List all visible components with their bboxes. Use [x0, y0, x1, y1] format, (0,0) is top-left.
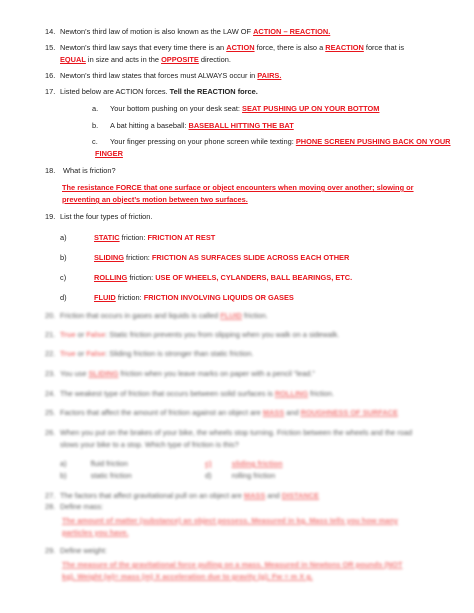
- question-19: [45, 212, 153, 222]
- q22-number: 22.: [45, 349, 56, 358]
- q15-text-1: Newton’s third law says that every time there is an: [60, 43, 227, 52]
- q14-text: Newton’s third law of motion is also known as the LAW OF: [60, 27, 254, 36]
- q18-answer-line-1: The resistance FORCE that one surface or object encounters when moving over another; slowing or: [62, 183, 414, 192]
- q29-answer-line-2: kg). Weight (w)= mass (m) X acceleration due to gravity (g); Fw = m X g.: [62, 572, 313, 581]
- q25-answer-roughness: ROUGHNESS OF SURFACE: [300, 408, 398, 417]
- question-28: [45, 502, 104, 512]
- q17-item-a-answer: SEAT PUSHING UP ON YOUR BOTTOM: [242, 104, 380, 113]
- question-26: [45, 428, 413, 438]
- question-22: [45, 349, 254, 359]
- question-15-cont: [60, 55, 231, 65]
- q26-option-a-text: fluid friction: [90, 459, 129, 468]
- q18-answer-line-2: preventing an object’s motion between two surfaces.: [62, 195, 248, 204]
- q15-text-5: direction.: [198, 55, 231, 64]
- q19-item-a-type: STATIC: [94, 233, 120, 242]
- q25-number: 25.: [45, 408, 56, 417]
- q19-item-b-label: friction:: [123, 253, 152, 262]
- question-24: [45, 389, 334, 399]
- q23-text-2: friction when you leave marks on paper with a pencil “lead.”: [118, 369, 315, 378]
- q19-item-d-desc: FRICTION INVOLVING LIQUIDS OR GASES: [143, 293, 294, 302]
- q17-item-a-letter: a.: [92, 104, 99, 113]
- q15-text-3: force that is: [363, 43, 405, 52]
- q26-option-d-text: rolling friction: [231, 471, 276, 480]
- q24-text-2: friction.: [308, 389, 334, 398]
- q26-line-2: slows your bike to a stop. Which type of friction is this?: [60, 440, 239, 449]
- q28-number: 28.: [45, 502, 56, 511]
- q19-item-b-desc: FRICTION AS SURFACES SLIDE ACROSS EACH OTHER: [151, 253, 350, 262]
- q17-item-b: [92, 121, 294, 131]
- q19-item-d-label: friction:: [115, 293, 144, 302]
- q22-text: : Sliding friction is stronger than static friction.: [105, 349, 254, 358]
- question-23: [45, 369, 315, 379]
- question-16: [45, 71, 282, 81]
- q19-item-b: [60, 253, 349, 263]
- q26-option-c-text: sliding friction: [231, 459, 283, 468]
- q27-text-1: The factors that affect gravitational pull on an object are: [60, 491, 244, 500]
- q26-option-d: [205, 471, 275, 481]
- q19-item-a-letter: a): [60, 233, 67, 242]
- q28-answer-line-2: particles you have.: [62, 528, 129, 537]
- question-15: [45, 43, 405, 53]
- q19-item-d-letter: d): [60, 293, 67, 302]
- q27-number: 27.: [45, 491, 56, 500]
- q27-text-2: and: [265, 491, 282, 500]
- q26-option-c: [205, 459, 283, 469]
- question-17: [45, 87, 258, 97]
- q16-text: Newton’s third law states that forces must ALWAYS occur in: [60, 71, 258, 80]
- q17-item-c: [92, 137, 451, 147]
- question-21: [45, 330, 340, 340]
- q19-item-c-type: ROLLING: [94, 273, 128, 282]
- q19-item-a: [60, 233, 215, 243]
- q15-text-4: in size and acts in the: [85, 55, 162, 64]
- q17-item-c-answer: PHONE SCREEN PUSHING BACK ON YOUR: [295, 137, 451, 146]
- q17-item-b-prompt: A bat hitting a baseball:: [110, 121, 189, 130]
- q20-answer: FLUID: [220, 311, 242, 320]
- q23-answer: SLIDING: [88, 369, 119, 378]
- q23-text-1: You use: [60, 369, 89, 378]
- q24-number: 24.: [45, 389, 56, 398]
- question-27: [45, 491, 319, 501]
- q19-item-a-label: friction:: [119, 233, 148, 242]
- question-20: [45, 311, 268, 321]
- q24-answer: ROLLING: [274, 389, 309, 398]
- q16-number: 16.: [45, 71, 56, 80]
- q15-text-2: force, there is also a: [254, 43, 326, 52]
- q17-bold-text: Tell the REACTION force.: [169, 87, 258, 96]
- q18-number: 18.: [45, 166, 56, 175]
- q17-item-c-answer-cont: FINGER: [95, 149, 123, 158]
- q19-item-c-label: friction:: [127, 273, 156, 282]
- q17-item-c-letter: c.: [92, 137, 98, 146]
- q20-text-2: friction.: [241, 311, 268, 320]
- q17-item-b-answer: BASEBALL HITTING THE BAT: [188, 121, 294, 130]
- q21-number: 21.: [45, 330, 56, 339]
- q17-text: Listed below are ACTION forces.: [60, 87, 170, 96]
- q15-number: 15.: [45, 43, 56, 52]
- q28-answer-line-1: The amount of matter (substance) an object possess. Measured in kg. Mass tells you how many: [62, 516, 398, 525]
- q27-answer-mass: MASS: [243, 491, 266, 500]
- q29-text: Define weight:: [60, 546, 107, 555]
- q26-option-a: [60, 459, 128, 469]
- q19-text: List the four types of friction.: [60, 212, 153, 221]
- q21-true: True: [60, 330, 76, 339]
- q18-text: What is friction?: [63, 166, 116, 175]
- q17-item-c-cont: [95, 149, 123, 159]
- q19-item-a-desc: FRICTION AT REST: [147, 233, 216, 242]
- q25-text-1: Factors that affect the amount of friction against an object are: [60, 408, 263, 417]
- q19-number: 19.: [45, 212, 56, 221]
- q15-answer-action: ACTION: [226, 43, 255, 52]
- q28-text: Define mass:: [60, 502, 104, 511]
- q16-answer: PAIRS.: [257, 71, 282, 80]
- q17-item-a-prompt: Your bottom pushing on your desk seat:: [110, 104, 243, 113]
- q22-true: True: [60, 349, 76, 358]
- q17-item-b-letter: b.: [92, 121, 99, 130]
- q14-answer: ACTION – REACTION.: [253, 27, 331, 36]
- question-25: [45, 408, 398, 418]
- q24-text-1: The weakest type of friction that occurs between solid surfaces is: [60, 389, 275, 398]
- q19-item-c-letter: c): [60, 273, 67, 282]
- q21-or: or: [75, 330, 87, 339]
- q26-option-c-letter: c): [205, 459, 212, 468]
- q19-item-c-desc: USE OF WHEELS, CYLANDERS, BALL BEARINGS, ETC.: [155, 273, 353, 282]
- q25-text-2: and: [284, 408, 301, 417]
- q26-option-d-letter: d): [205, 471, 212, 480]
- question-29: [45, 546, 107, 556]
- q17-item-a: [92, 104, 380, 114]
- q26-option-b-text: static friction: [90, 471, 132, 480]
- q21-text: : Static friction prevents you from slipping when you walk on a sidewalk.: [105, 330, 340, 339]
- q15-answer-opposite: OPPOSITE: [161, 55, 199, 64]
- q15-answer-reaction: REACTION: [325, 43, 364, 52]
- question-14: [45, 27, 331, 37]
- q21-false: False: [86, 330, 106, 339]
- q17-number: 17.: [45, 87, 56, 96]
- q17-item-c-prompt: Your finger pressing on your phone screen while texting:: [110, 137, 296, 146]
- q20-number: 20.: [45, 311, 56, 320]
- q26-number: 26.: [45, 428, 56, 437]
- question-18: [45, 166, 116, 176]
- q20-text-1: Friction that occurs in gases and liquids is called: [60, 311, 221, 320]
- q19-item-b-type: SLIDING: [94, 253, 124, 262]
- q15-answer-equal: EQUAL: [60, 55, 86, 64]
- q26-option-b: [60, 471, 132, 481]
- q29-answer-line-1: The measure of the gravitational force pulling on a mass. Measured in Newtons OR pounds (NOT: [62, 560, 403, 569]
- q26-line-1: When you put on the brakes of your bike, the wheels stop turning. Friction between the wheels and the road: [60, 428, 413, 437]
- q23-number: 23.: [45, 369, 56, 378]
- q14-number: 14.: [45, 27, 56, 36]
- q26-option-a-letter: a): [60, 459, 67, 468]
- q19-item-d-type: FLUID: [94, 293, 116, 302]
- q22-or: or: [75, 349, 87, 358]
- q19-item-c: [60, 273, 352, 283]
- q22-false: False: [86, 349, 106, 358]
- q26-option-b-letter: b): [60, 471, 67, 480]
- q19-item-d: [60, 293, 294, 303]
- q25-answer-mass: MASS: [262, 408, 285, 417]
- q19-item-b-letter: b): [60, 253, 67, 262]
- q29-number: 29.: [45, 546, 56, 555]
- q27-answer-distance: DISTANCE: [281, 491, 319, 500]
